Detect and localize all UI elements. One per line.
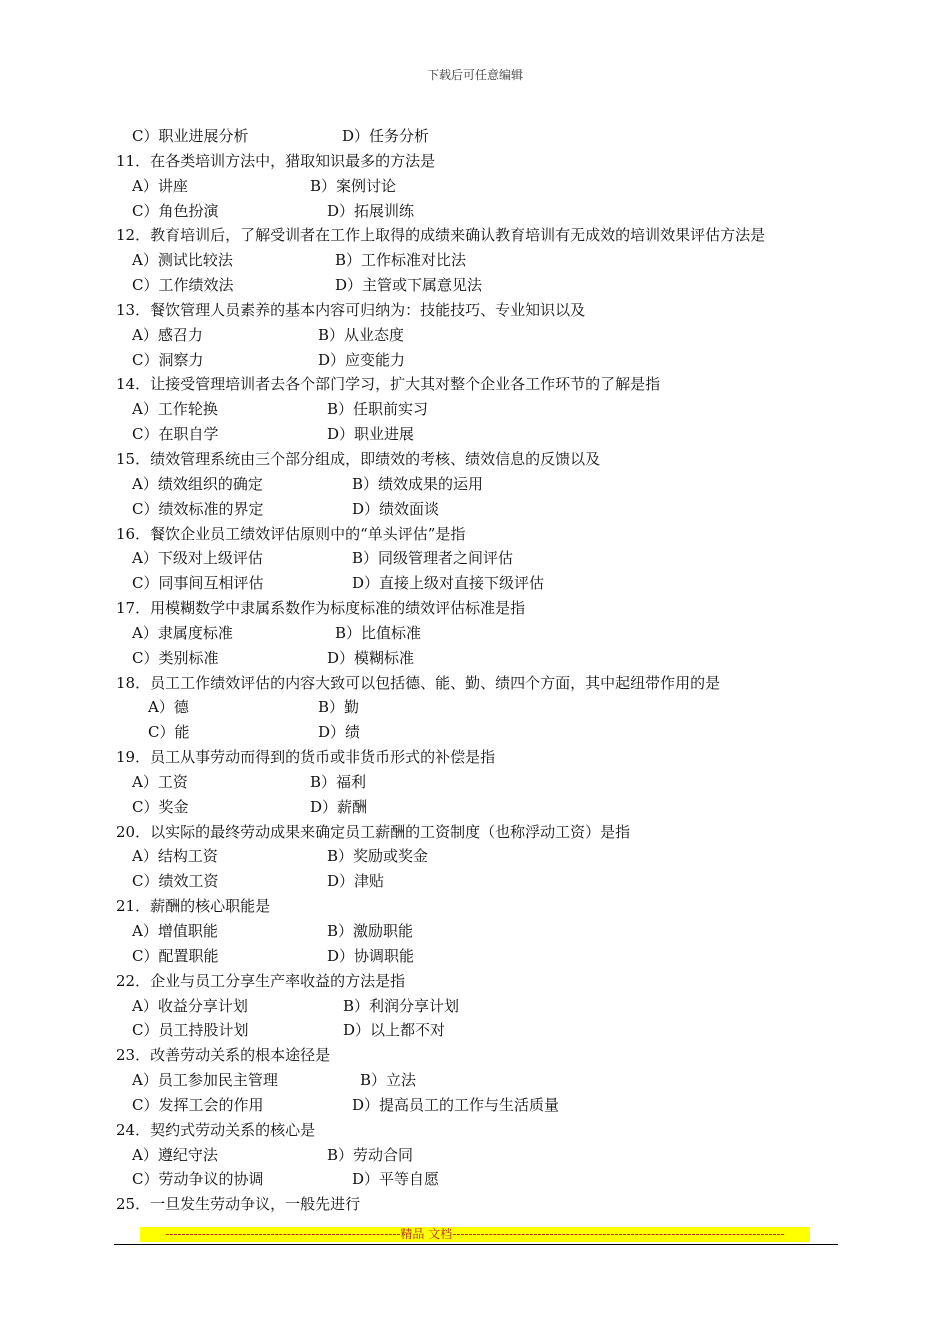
option-row xyxy=(116,1093,876,1118)
option-row xyxy=(116,944,876,969)
option-right: B）从业态度 xyxy=(318,325,405,344)
option-right: D）职业进展 xyxy=(327,425,415,444)
option-right: D）主管或下属意见法 xyxy=(335,276,483,295)
option-row xyxy=(116,248,876,273)
option-right: D）津贴 xyxy=(327,872,385,891)
option-row xyxy=(116,571,876,596)
option-left: A）增值职能 xyxy=(132,922,218,940)
question-stem: 21．薪酬的核心职能是 xyxy=(116,897,271,916)
footer-banner-text: ----------------------------------------------------------精品 文档---------------------------------------------------------------------------------- xyxy=(165,1227,785,1241)
option-row xyxy=(116,124,876,149)
option-left: A）收益分享计划 xyxy=(132,996,248,1015)
option-row xyxy=(116,919,876,944)
question-stem: 25．一旦发生劳动争议，一般先进行 xyxy=(116,1195,361,1214)
option-row xyxy=(116,348,876,373)
question-stem: 24．契约式劳动关系的核心是 xyxy=(116,1120,316,1139)
question-stem: 23．改善劳动关系的根本途径是 xyxy=(116,1046,331,1065)
option-left: A）讲座 xyxy=(132,176,188,195)
option-row xyxy=(116,1167,876,1192)
option-left: C）职业进展分析 xyxy=(132,127,249,145)
option-row xyxy=(116,720,876,745)
option-left: C）劳动争议的协调 xyxy=(132,1170,264,1189)
option-right: D）以上都不对 xyxy=(343,1021,446,1040)
option-row xyxy=(116,621,876,646)
option-right: B）绩效成果的运用 xyxy=(352,474,484,493)
option-right: B）案例讨论 xyxy=(310,176,397,195)
option-row xyxy=(116,199,876,224)
option-right: D）任务分析 xyxy=(342,127,430,145)
option-right: B）激励职能 xyxy=(327,922,414,940)
option-right: B）奖励或奖金 xyxy=(327,847,429,866)
option-left: C）奖金 xyxy=(132,797,189,816)
option-right: B）立法 xyxy=(360,1071,417,1090)
option-left: A）结构工资 xyxy=(132,847,218,866)
option-row xyxy=(116,422,876,447)
option-row xyxy=(116,1018,876,1043)
option-left: A）下级对上级评估 xyxy=(132,549,263,568)
option-row xyxy=(116,994,876,1019)
option-left: C）配置职能 xyxy=(132,946,219,965)
option-left: C）在职自学 xyxy=(132,425,219,444)
option-left: A）遵纪守法 xyxy=(132,1145,218,1164)
question-stem: 11．在各类培训方法中，猎取知识最多的方法是 xyxy=(116,151,436,170)
option-row xyxy=(116,546,876,571)
option-row xyxy=(116,1068,876,1093)
option-row xyxy=(116,174,876,199)
option-left: A）工资 xyxy=(132,772,188,791)
option-right: B）福利 xyxy=(310,772,367,791)
option-row xyxy=(116,1143,876,1168)
option-row xyxy=(116,844,876,869)
option-right: D）模糊标准 xyxy=(327,648,415,667)
question-stem: 22．企业与员工分享生产率收益的方法是指 xyxy=(116,971,406,990)
option-row xyxy=(116,497,876,522)
option-right: D）协调职能 xyxy=(327,946,415,965)
question-stem: 14．让接受管理培训者去各个部门学习，扩大其对整个企业各工作环节的了解是指 xyxy=(116,375,661,394)
option-right: B）同级管理者之间评估 xyxy=(352,549,514,568)
option-left: A）绩效组织的确定 xyxy=(132,474,263,493)
option-row xyxy=(116,323,876,348)
option-left: C）洞察力 xyxy=(132,350,204,369)
option-row xyxy=(116,770,876,795)
option-row xyxy=(116,646,876,671)
question-stem: 19．员工从事劳动而得到的货币或非货币形式的补偿是指 xyxy=(116,748,496,767)
question-stem: 18．员工工作绩效评估的内容大致可以包括德、能、勤、绩四个方面，其中起纽带作用的是 xyxy=(116,673,721,692)
question-stem: 17．用模糊数学中隶属系数作为标度标准的绩效评估标准是指 xyxy=(116,599,526,618)
page-header: 下载后可任意编辑 xyxy=(426,68,523,82)
footer-banner xyxy=(140,1227,810,1242)
question-list xyxy=(116,124,876,1217)
question-stem: 13．餐饮管理人员素养的基本内容可归纳为：技能技巧、专业知识以及 xyxy=(116,300,586,319)
question-stem: 12．教育培训后，了解受训者在工作上取得的成绩来确认教育培训有无成效的培训效果评估方法是 xyxy=(116,226,766,245)
option-right: D）拓展训练 xyxy=(327,201,415,220)
option-row xyxy=(116,869,876,894)
option-left: A）员工参加民主管理 xyxy=(132,1071,278,1090)
option-row xyxy=(116,472,876,497)
option-row xyxy=(116,795,876,820)
option-left: A）德 xyxy=(148,698,189,717)
option-left: C）发挥工会的作用 xyxy=(132,1095,264,1114)
option-right: D）直接上级对直接下级评估 xyxy=(352,574,545,593)
option-row xyxy=(116,397,876,422)
option-right: B）任职前实习 xyxy=(327,400,429,419)
option-left: C）同事间互相评估 xyxy=(132,574,264,593)
option-right: B）工作标准对比法 xyxy=(335,251,467,270)
option-right: D）绩 xyxy=(318,723,361,742)
question-stem: 20．以实际的最终劳动成果来确定员工薪酬的工资制度（也称浮动工资）是指 xyxy=(116,822,631,841)
option-left: A）测试比较法 xyxy=(132,251,233,270)
footer-divider xyxy=(114,1244,838,1245)
question-stem: 15．绩效管理系统由三个部分组成，即绩效的考核、绩效信息的反馈以及 xyxy=(116,449,601,468)
option-left: A）隶属度标准 xyxy=(132,623,233,642)
option-right: B）利润分享计划 xyxy=(343,996,460,1015)
option-right: D）平等自愿 xyxy=(352,1170,440,1189)
option-left: A）感召力 xyxy=(132,325,203,344)
option-left: C）工作绩效法 xyxy=(132,276,234,295)
option-right: D）绩效面谈 xyxy=(352,499,440,518)
option-left: C）绩效标准的界定 xyxy=(132,499,264,518)
option-right: D）提高员工的工作与生活质量 xyxy=(352,1095,560,1114)
option-left: A）工作轮换 xyxy=(132,400,218,419)
option-left: C）角色扮演 xyxy=(132,201,219,220)
option-left: C）绩效工资 xyxy=(132,872,219,891)
question-stem: 16．餐饮企业员工绩效评估原则中的“单头评估”是指 xyxy=(116,524,466,543)
option-left: C）能 xyxy=(148,723,190,742)
option-right: D）应变能力 xyxy=(318,350,406,369)
option-row xyxy=(116,273,876,298)
option-left: C）员工持股计划 xyxy=(132,1021,249,1040)
option-right: B）比值标准 xyxy=(335,623,422,642)
option-left: C）类别标准 xyxy=(132,648,219,667)
option-row xyxy=(116,695,876,720)
option-right: B）劳动合同 xyxy=(327,1145,414,1164)
option-right: B）勤 xyxy=(318,698,360,717)
option-right: D）薪酬 xyxy=(310,797,368,816)
